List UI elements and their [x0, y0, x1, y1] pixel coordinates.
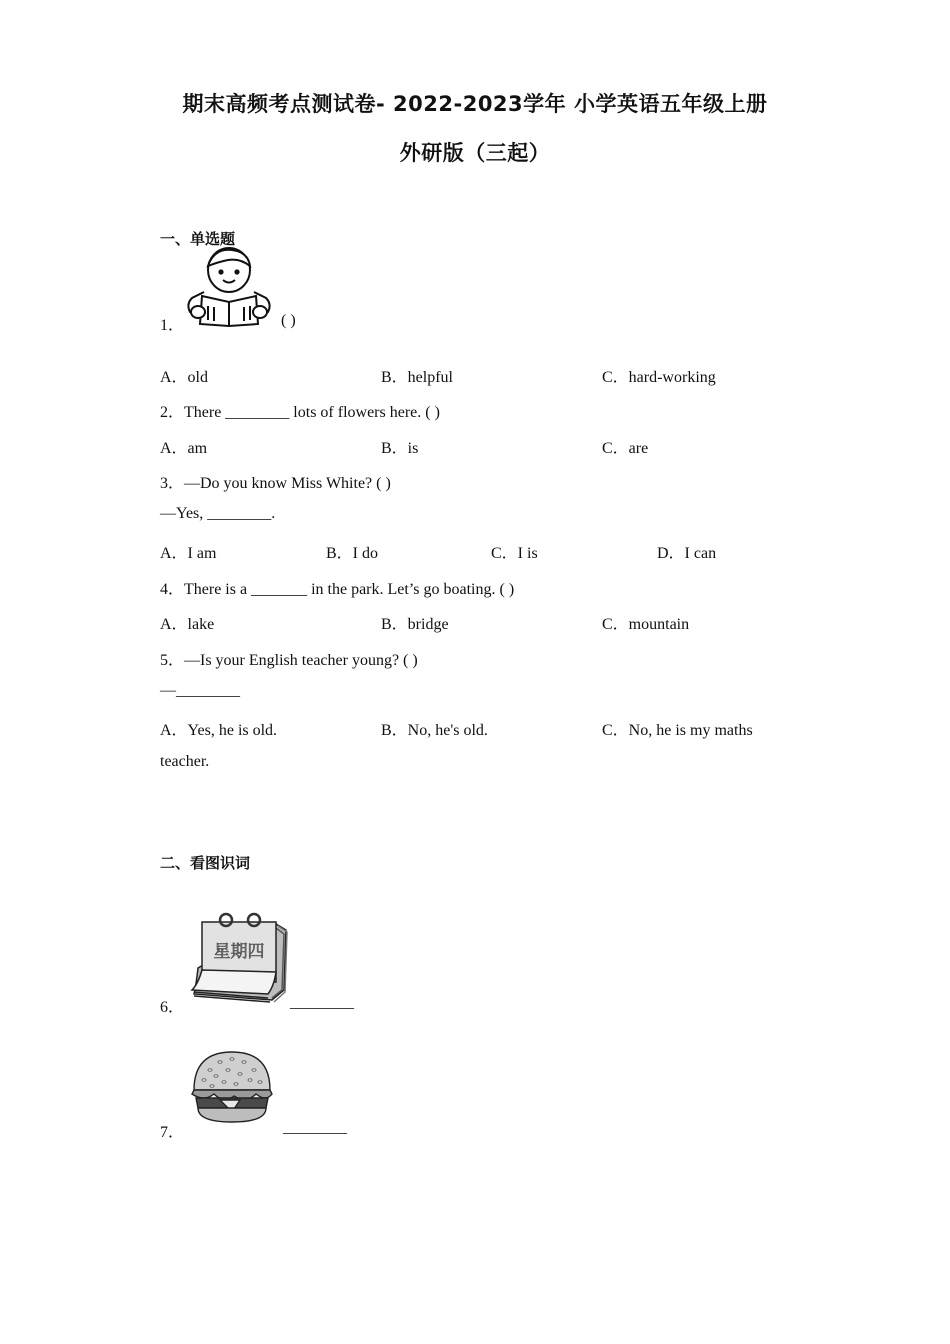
- q5-option-c[interactable]: C．No, he is my maths: [602, 722, 753, 739]
- title-line-1: 期末高频考点测试卷- 2022-2023学年 小学英语五年级上册: [182, 92, 768, 116]
- calendar-label: 星期四: [213, 942, 265, 962]
- calendar-icon: [188, 910, 290, 1004]
- q1-option-b[interactable]: B．helpful: [381, 369, 453, 386]
- q7-number: 7．: [160, 1124, 185, 1141]
- q3-text: 3．—Do you know Miss White? ( ): [160, 475, 391, 492]
- q4-option-c[interactable]: C．mountain: [602, 616, 690, 633]
- section-1-heading: 一、单选题: [160, 230, 236, 248]
- q4-option-a[interactable]: A．lake: [160, 616, 215, 633]
- q3-option-d[interactable]: D．I can: [657, 545, 717, 562]
- q5-option-a[interactable]: A．Yes, he is old.: [160, 722, 278, 739]
- q3-option-c[interactable]: C．I is: [491, 545, 538, 562]
- q4-option-b[interactable]: B．bridge: [381, 616, 449, 633]
- q5-option-b[interactable]: B．No, he's old.: [381, 722, 488, 739]
- hamburger-icon: [190, 1050, 274, 1126]
- q1-answer-paren: ( ): [281, 312, 296, 329]
- q5-text: 5．—Is your English teacher young? ( ): [160, 652, 418, 669]
- q4-text: 4．There is a _______ in the park. Let’s go boating. ( ): [160, 581, 515, 598]
- q2-option-c[interactable]: C．are: [602, 440, 649, 457]
- q5-text-2: —________: [160, 682, 240, 699]
- q1-number: 1．: [160, 317, 185, 334]
- q3-text-2: —Yes, ________.: [160, 505, 276, 522]
- q6-number: 6．: [160, 999, 185, 1016]
- q2-text: 2．There ________ lots of flowers here. ( ): [160, 404, 440, 421]
- q5-option-c-continuation: teacher.: [160, 753, 210, 770]
- section-2-heading: 二、看图识词: [160, 854, 251, 872]
- q7-answer-blank[interactable]: ________: [283, 1119, 347, 1136]
- q3-option-b[interactable]: B．I do: [326, 545, 379, 562]
- q2-option-b[interactable]: B．is: [381, 440, 419, 457]
- q3-option-a[interactable]: A．I am: [160, 545, 217, 562]
- q1-option-c[interactable]: C．hard-working: [602, 369, 716, 386]
- q2-option-a[interactable]: A．am: [160, 440, 208, 457]
- boy-reading-icon: [184, 246, 274, 328]
- q1-option-a[interactable]: A．old: [160, 369, 209, 386]
- q6-answer-blank[interactable]: ________: [290, 994, 354, 1011]
- title-line-2: 外研版（三起）: [399, 141, 551, 165]
